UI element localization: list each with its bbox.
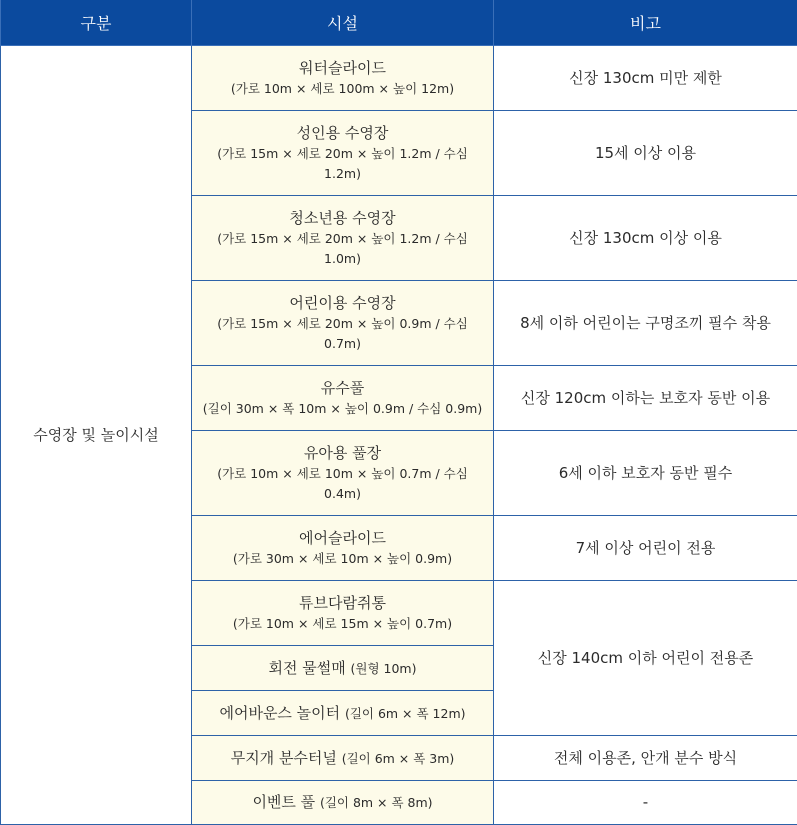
facility-cell bbox=[192, 736, 494, 781]
facility-name: 에어바운스 놀이터 bbox=[219, 704, 340, 722]
note-cell: 신장 130cm 이상 이용 bbox=[494, 196, 797, 281]
note-cell: 전체 이용존, 안개 분수 방식 bbox=[494, 736, 797, 781]
facility-name: 유수풀 bbox=[198, 378, 487, 399]
category-cell: 수영장 및 놀이시설 bbox=[1, 46, 192, 825]
facility-detail: (가로 10m × 세로 15m × 높이 0.7m) bbox=[198, 614, 487, 634]
facility-cell bbox=[192, 581, 494, 646]
note-cell: - bbox=[494, 781, 797, 825]
header-category: 구분 bbox=[1, 0, 192, 46]
note-cell: 6세 이하 보호자 동반 필수 bbox=[494, 431, 797, 516]
facility-cell bbox=[192, 196, 494, 281]
facility-cell bbox=[192, 366, 494, 431]
facility-name: 튜브다람쥐통 bbox=[198, 593, 487, 614]
facility-name: 에어슬라이드 bbox=[198, 528, 487, 549]
facility-detail: (길이 6m × 폭 12m) bbox=[345, 706, 466, 721]
facility-detail: (가로 15m × 세로 20m × 높이 0.9m / 수심 0.7m) bbox=[198, 314, 487, 354]
facility-detail: (가로 30m × 세로 10m × 높이 0.9m) bbox=[198, 549, 487, 569]
facility-cell bbox=[192, 111, 494, 196]
facility-detail: (가로 10m × 세로 10m × 높이 0.7m / 수심 0.4m) bbox=[198, 464, 487, 504]
note-cell-merged: 신장 140cm 이하 어린이 전용존 bbox=[494, 581, 797, 736]
facility-name: 청소년용 수영장 bbox=[198, 208, 487, 229]
facility-detail: (길이 30m × 폭 10m × 높이 0.9m / 수심 0.9m) bbox=[198, 399, 487, 419]
facility-name: 어린이용 수영장 bbox=[198, 293, 487, 314]
facility-detail: (길이 8m × 폭 8m) bbox=[320, 795, 433, 810]
note-cell: 8세 이하 어린이는 구명조끼 필수 착용 bbox=[494, 281, 797, 366]
facility-cell bbox=[192, 431, 494, 516]
facility-detail: (가로 15m × 세로 20m × 높이 1.2m / 수심 1.0m) bbox=[198, 229, 487, 269]
facility-detail: (원형 10m) bbox=[351, 661, 417, 676]
table-row bbox=[1, 46, 797, 111]
facility-detail: (가로 15m × 세로 20m × 높이 1.2m / 수심 1.2m) bbox=[198, 144, 487, 184]
note-cell: 15세 이상 이용 bbox=[494, 111, 797, 196]
note-cell: 신장 120cm 이하는 보호자 동반 이용 bbox=[494, 366, 797, 431]
facility-cell bbox=[192, 281, 494, 366]
facility-cell bbox=[192, 781, 494, 825]
facility-name: 성인용 수영장 bbox=[198, 123, 487, 144]
note-cell: 7세 이상 어린이 전용 bbox=[494, 516, 797, 581]
facility-name: 워터슬라이드 bbox=[198, 58, 487, 79]
facility-cell bbox=[192, 516, 494, 581]
facility-name: 이벤트 풀 bbox=[252, 793, 315, 811]
header-note: 비고 bbox=[494, 0, 797, 46]
facility-name: 회전 물썰매 bbox=[269, 659, 346, 677]
facility-cell bbox=[192, 691, 494, 736]
table-header-row bbox=[1, 0, 797, 46]
facility-detail: (가로 10m × 세로 100m × 높이 12m) bbox=[198, 79, 487, 99]
facility-detail: (길이 6m × 폭 3m) bbox=[342, 751, 455, 766]
facility-name: 무지개 분수터널 bbox=[231, 749, 337, 767]
facility-cell bbox=[192, 46, 494, 111]
facility-cell bbox=[192, 646, 494, 691]
facility-name: 유아용 풀장 bbox=[198, 443, 487, 464]
header-facility: 시설 bbox=[192, 0, 494, 46]
note-cell: 신장 130cm 미만 제한 bbox=[494, 46, 797, 111]
